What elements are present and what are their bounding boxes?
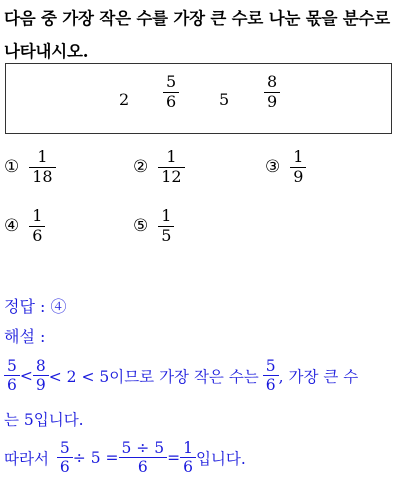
option-fraction xyxy=(290,149,306,186)
fraction-numerator: 5 xyxy=(166,72,177,91)
fraction-denominator: 12 xyxy=(161,166,182,186)
option-fraction xyxy=(158,149,184,186)
fraction-denominator: 9 xyxy=(267,91,278,111)
fraction-numerator: 5 xyxy=(7,357,17,375)
fraction xyxy=(4,358,20,394)
equals-sign: = xyxy=(167,448,181,467)
fraction-numerator: 1 xyxy=(183,439,193,457)
option-marker: ⑤ xyxy=(133,216,149,237)
fraction-numerator: 8 xyxy=(267,72,278,91)
fraction xyxy=(33,358,49,394)
comparison-text: < 2 < 5이므로 가장 작은 수는 xyxy=(48,367,259,386)
line-tail: , 가장 큰 수 xyxy=(278,367,359,386)
option-marker: ③ xyxy=(265,157,281,178)
option-5[interactable] xyxy=(133,208,174,245)
fraction-numerator: 1 xyxy=(37,147,48,166)
option-fraction xyxy=(29,208,45,245)
explanation-label: 해설 : xyxy=(4,327,46,346)
fraction-denominator: 9 xyxy=(35,376,46,395)
option-marker: ④ xyxy=(4,216,20,237)
fraction-denominator: 5 xyxy=(161,225,172,245)
fraction xyxy=(57,440,73,476)
fraction-5-6 xyxy=(163,74,179,111)
option-marker: ① xyxy=(4,157,20,178)
fraction xyxy=(263,358,279,394)
fraction-denominator: 6 xyxy=(32,225,43,245)
fraction-denominator: 6 xyxy=(166,91,177,111)
fraction-denominator: 6 xyxy=(137,458,148,477)
option-marker: ② xyxy=(133,157,149,178)
fraction-numerator: 5 xyxy=(59,439,70,457)
fraction-denominator: 6 xyxy=(183,458,193,477)
fraction-numerator: 1 xyxy=(166,147,177,166)
fraction-numerator: 1 xyxy=(293,147,304,166)
fraction-numerator: 8 xyxy=(35,357,46,375)
fraction-numerator: 1 xyxy=(161,206,172,225)
number-5: 5 xyxy=(219,90,230,109)
fraction-numerator: 5 ÷ 5 xyxy=(121,439,165,457)
lead-text: 따라서 xyxy=(4,449,49,468)
fraction-denominator: 9 xyxy=(293,166,304,186)
option-fraction xyxy=(29,149,55,186)
number-2: 2 xyxy=(119,90,130,109)
option-3[interactable] xyxy=(265,149,306,186)
option-fraction xyxy=(158,208,174,245)
fraction-denominator: 6 xyxy=(59,458,70,477)
division-text: ÷ 5 = xyxy=(72,448,119,467)
fraction-denominator: 6 xyxy=(7,376,17,395)
explanation-line-2: 는 5입니다. xyxy=(4,411,84,429)
answer-label: 정답 : ④ xyxy=(4,297,67,316)
option-1[interactable] xyxy=(4,149,56,186)
fraction-8-9 xyxy=(264,74,280,111)
option-4[interactable] xyxy=(4,208,45,245)
number-box xyxy=(5,63,392,134)
less-than-sign: < xyxy=(19,366,33,385)
fraction-denominator: 18 xyxy=(32,166,53,186)
fraction-denominator: 6 xyxy=(265,376,276,395)
fraction-numerator: 5 xyxy=(265,357,276,375)
option-2[interactable] xyxy=(133,149,185,186)
question-text: 다음 중 가장 작은 수를 가장 큰 수로 나눈 몫을 분수로 나타내시오. xyxy=(4,9,390,61)
fraction xyxy=(119,440,168,476)
fraction xyxy=(180,440,196,476)
line-tail: 입니다. xyxy=(195,449,246,468)
explanation-line-1 xyxy=(4,358,358,394)
fraction-numerator: 1 xyxy=(32,206,43,225)
explanation-line-3 xyxy=(4,440,246,476)
